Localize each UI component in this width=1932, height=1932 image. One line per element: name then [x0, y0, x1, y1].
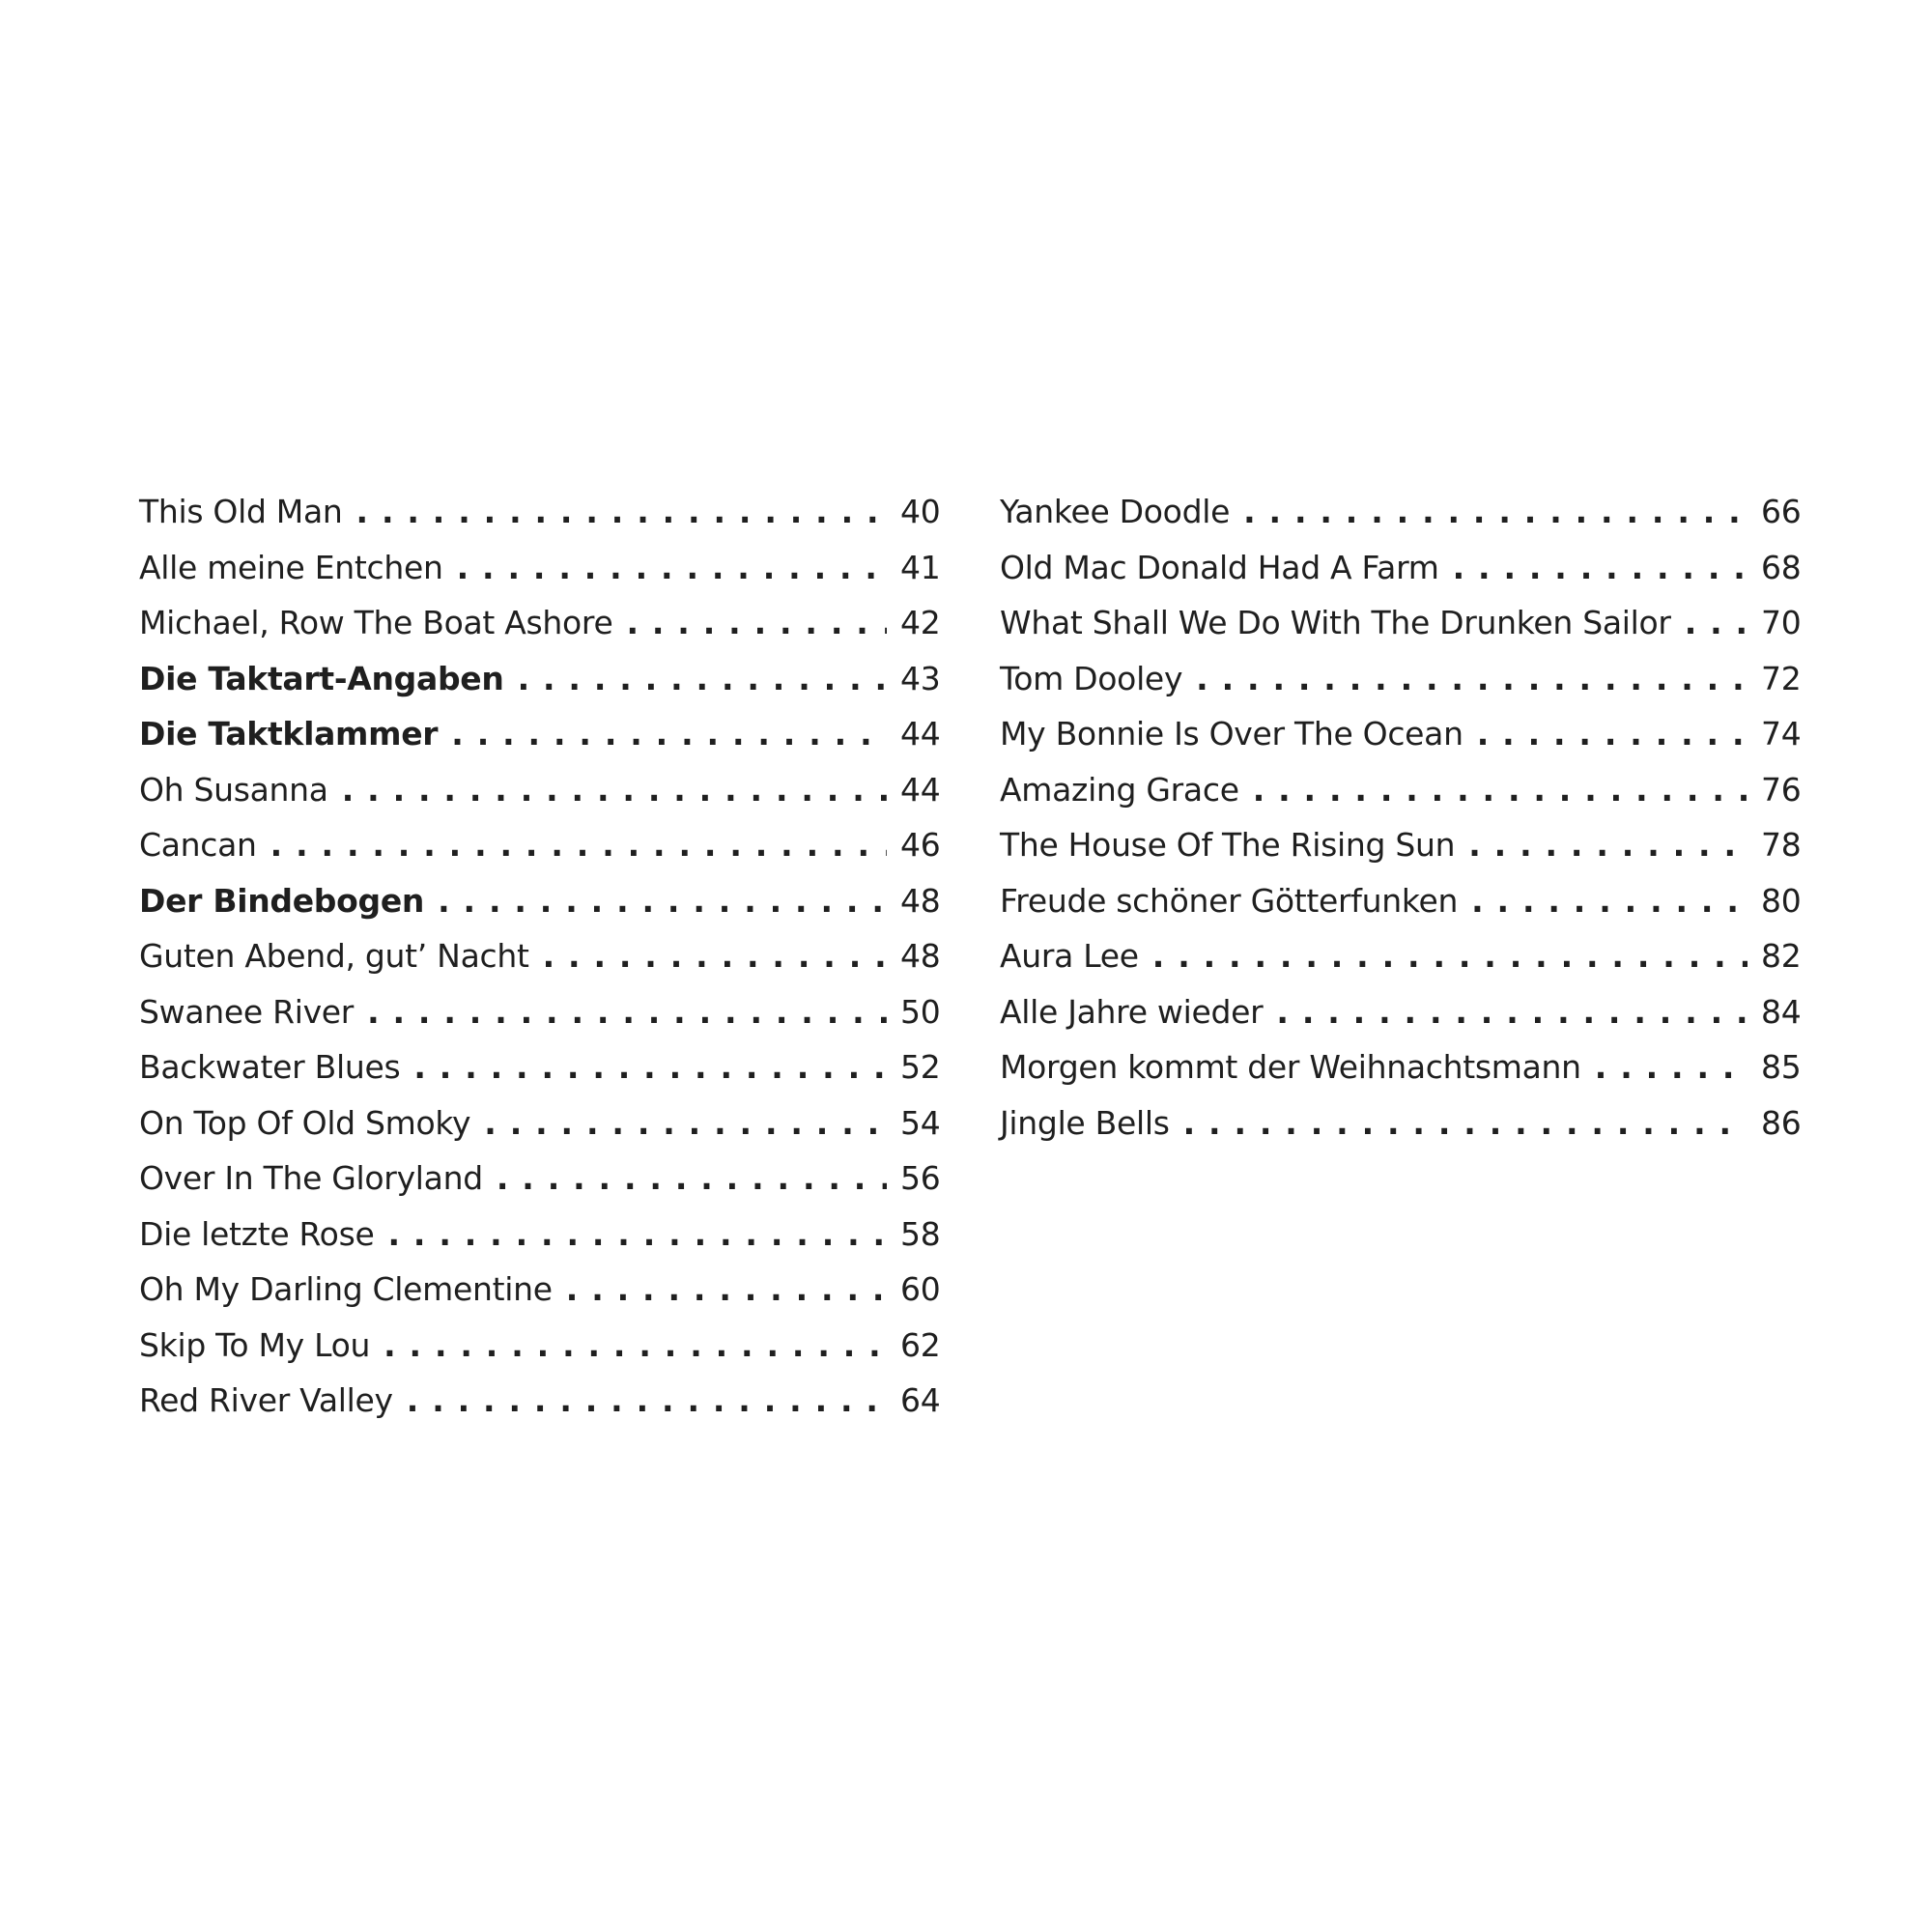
toc-entry [139, 984, 939, 1040]
dot-leader [451, 706, 887, 762]
toc-entry-page-number: 44 [900, 715, 941, 753]
toc-entry [139, 1095, 939, 1151]
toc-entry-page-number: 54 [900, 1103, 941, 1142]
toc-entry [139, 762, 939, 818]
toc-column-left [139, 484, 939, 1429]
toc-entry [139, 1318, 939, 1374]
toc-entry-page-number: 48 [900, 937, 941, 975]
toc-entry-page-number: 52 [900, 1048, 941, 1086]
toc-entry-title: Tom Dooley [1000, 659, 1183, 697]
toc-entry-title: Oh Susanna [139, 770, 328, 809]
dot-leader [413, 1039, 887, 1095]
toc-entry [1000, 1095, 1800, 1151]
toc-entry [1000, 706, 1800, 762]
toc-entry-title: Cancan [139, 826, 257, 864]
toc-entry-title: Skip To My Lou [139, 1325, 371, 1364]
toc-entry [139, 1207, 939, 1263]
dot-leader [1471, 873, 1747, 929]
toc-entry [1000, 484, 1800, 540]
toc-entry-title: Aura Lee [1000, 937, 1139, 975]
dot-leader [566, 1262, 887, 1318]
dot-leader [484, 1095, 887, 1151]
toc-entry [139, 817, 939, 873]
toc-section-heading [139, 706, 939, 762]
toc-column-right [1000, 484, 1800, 1151]
toc-entry-page-number: 50 [900, 992, 941, 1031]
toc-entry-title: Die Taktklammer [139, 715, 439, 753]
dot-leader [1152, 928, 1747, 984]
toc-entry-page-number: 56 [900, 1159, 941, 1197]
toc-entry-page-number: 80 [1761, 881, 1802, 920]
toc-section-heading [139, 651, 939, 707]
toc-entry-page-number: 74 [1761, 715, 1802, 753]
toc-entry-page-number: 60 [900, 1270, 941, 1308]
toc-entry-title: Alle Jahre wieder [1000, 992, 1264, 1031]
toc-entry [139, 1151, 939, 1207]
toc-entry-page-number: 82 [1761, 937, 1802, 975]
toc-entry [139, 540, 939, 596]
toc-entry-title: Swanee River [139, 992, 355, 1031]
toc-entry [1000, 873, 1800, 929]
dot-leader [270, 817, 887, 873]
toc-entry [1000, 984, 1800, 1040]
dot-leader [438, 873, 887, 929]
toc-entry [1000, 1039, 1800, 1095]
toc-entry-page-number: 85 [1761, 1048, 1802, 1086]
toc-entry-title: Backwater Blues [139, 1048, 401, 1086]
toc-entry-page-number: 40 [900, 493, 941, 530]
dot-leader [1243, 484, 1747, 540]
toc-entry-page-number: 46 [900, 826, 941, 864]
toc-entry-title: This Old Man [139, 493, 343, 530]
toc-entry-title: Freude schöner Götterfunken [1000, 881, 1459, 920]
dot-leader [497, 1151, 887, 1207]
toc-entry-page-number: 84 [1761, 992, 1802, 1031]
toc-entry-page-number: 68 [1761, 548, 1802, 586]
toc-entry [139, 1262, 939, 1318]
toc-entry-page-number: 42 [900, 604, 941, 641]
toc-entry-title: Red River Valley [139, 1381, 393, 1419]
toc-entry-title: Alle meine Entchen [139, 548, 443, 586]
dot-leader [518, 651, 887, 707]
toc-entry-title: Die letzte Rose [139, 1214, 375, 1253]
toc-entry-title: Jingle Bells [1000, 1103, 1170, 1142]
toc-entry-title: What Shall We Do With The Drunken Sailor [1000, 604, 1671, 641]
dot-leader [1453, 540, 1747, 596]
toc-entry-page-number: 48 [900, 881, 941, 920]
toc-entry [1000, 651, 1800, 707]
toc-entry-title: On Top Of Old Smoky [139, 1103, 471, 1142]
toc-entry [139, 928, 939, 984]
toc-entry [1000, 540, 1800, 596]
toc-entry [139, 1039, 939, 1095]
toc-entry-page-number: 64 [900, 1381, 941, 1419]
toc-entry-title: Morgen kommt der Weihnachtsmann [1000, 1048, 1581, 1086]
toc-entry-page-number: 44 [900, 770, 941, 809]
toc-entry-page-number: 41 [900, 548, 941, 586]
toc-entry-title: Yankee Doodle [1000, 493, 1231, 530]
toc-entry-page-number: 43 [900, 659, 941, 697]
toc-entry-page-number: 58 [900, 1214, 941, 1253]
dot-leader [384, 1318, 887, 1374]
dot-leader [1468, 817, 1747, 873]
dot-leader [407, 1373, 887, 1429]
toc-entry-title: Guten Abend, gut’ Nacht [139, 937, 529, 975]
toc-entry-page-number: 70 [1761, 604, 1802, 641]
dot-leader [1183, 1095, 1747, 1151]
toc-entry-title: Old Mac Donald Had A Farm [1000, 548, 1439, 586]
toc-entry [1000, 928, 1800, 984]
toc-section-heading [139, 873, 939, 929]
toc-entry [1000, 595, 1800, 651]
dot-leader [1685, 595, 1747, 651]
dot-leader [1276, 984, 1747, 1040]
dot-leader [342, 762, 887, 818]
dot-leader [367, 984, 887, 1040]
toc-entry-title: Die Taktart-Angaben [139, 659, 504, 697]
toc-entry [1000, 817, 1800, 873]
toc-entry-title: My Bonnie Is Over The Ocean [1000, 715, 1463, 753]
toc-entry-title: Der Bindebogen [139, 881, 425, 920]
toc-entry-page-number: 72 [1761, 659, 1802, 697]
toc-entry-page-number: 86 [1761, 1103, 1802, 1142]
dot-leader [387, 1207, 887, 1263]
toc-entry-title: Over In The Gloryland [139, 1159, 483, 1197]
toc-entry-page-number: 78 [1761, 826, 1802, 864]
dot-leader [1196, 651, 1747, 707]
dot-leader [1253, 762, 1747, 818]
dot-leader [1595, 1039, 1747, 1095]
toc-entry [1000, 762, 1800, 818]
dot-leader [457, 540, 887, 596]
toc-entry-title: The House Of The Rising Sun [1000, 826, 1456, 864]
toc-entry [139, 595, 939, 651]
toc-entry [139, 1373, 939, 1429]
toc-entry-title: Michael, Row The Boat Ashore [139, 604, 613, 641]
toc-entry-title: Amazing Grace [1000, 770, 1239, 809]
dot-leader [356, 484, 887, 540]
toc-entry-page-number: 62 [900, 1325, 941, 1364]
dot-leader [626, 595, 887, 651]
toc-entry [139, 484, 939, 540]
toc-entry-page-number: 66 [1761, 493, 1802, 530]
dot-leader [543, 928, 887, 984]
toc-entry-title: Oh My Darling Clementine [139, 1270, 553, 1308]
toc-entry-page-number: 76 [1761, 770, 1802, 809]
dot-leader [1477, 706, 1747, 762]
